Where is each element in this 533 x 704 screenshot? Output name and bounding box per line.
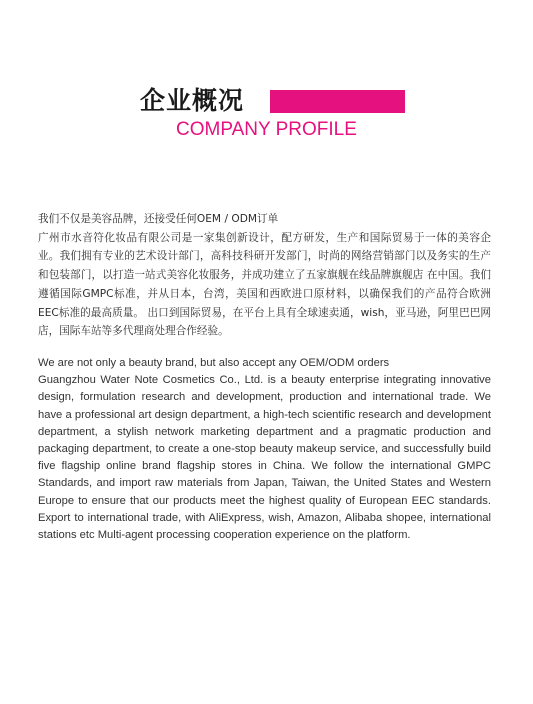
page-title-en: COMPANY PROFILE [176,119,357,140]
chinese-body-paragraph: 广州市水音符化妆品有限公司是一家集创新设计，配方研发，生产和国际贸易于一体的美容企业。我们拥有专业的艺术设计部门，高科技科研开发部门，时尚的网络营销部门以及务实的生产和包装部门，以打造一站式美容化妆服务，并成功建立了五家旗舰在线品牌旗舰店 在中国。我们遵循国际GMPC标准，并从日本，台湾，美国和西欧进口原材料，以确保我们的产品符合欧洲EEC标准的最高质量。 出口到国际贸易，在平台上具有全球速卖通，wish，亚马逊，阿里巴巴网店，国际车站等多代理商处理合作经验。 [38,231,491,338]
chinese-section [38,210,491,341]
title-accent-bar [270,90,405,113]
chinese-lead-line: 我们不仅是美容品牌，还接受任何OEM / ODM订单 [38,213,279,225]
page-title-cn: 企业概况 [140,86,245,115]
english-lead-line: We are not only a beauty brand, but also accept any OEM/ODM orders [38,357,390,369]
english-body-paragraph: Guangzhou Water Note Cosmetics Co., Ltd. is a beauty enterprise integrating innovative design, formulation research and development, production and international trade. We have a professional art design department, a high-tech scientific research and development department, a stylish network marketing department and a pragmatic production and packaging department, to create a one-stop beauty makeup service, and successfully build five flagship online brand flagship stores in China. We follow the international GMPC Standards, and import raw materials from Japan, Taiwan, the United States and Western Europe to ensure that our products meet the highest quality of European EEC standards. Export to international trade, with AliExpress, wish, Amazon, Alibaba shopee, international stations etc Multi-agent processing cooperation experience on the platform. [38,374,491,542]
english-section [38,355,491,544]
